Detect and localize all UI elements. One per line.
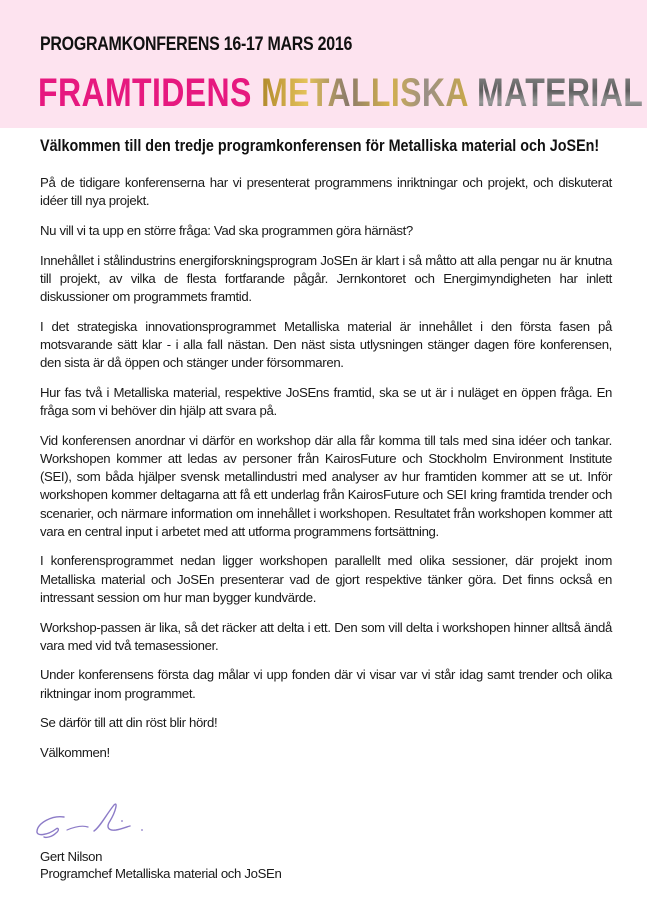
paragraph: Se därför till att din röst blir hörd! bbox=[40, 715, 218, 731]
header-band bbox=[0, 0, 647, 128]
signer-title: Programchef Metalliska material och JoSEn bbox=[40, 866, 282, 881]
signer-block bbox=[40, 848, 281, 882]
banner-word-metalliska: METALLISKA bbox=[261, 71, 468, 115]
signer-name: Gert Nilson bbox=[40, 849, 103, 864]
banner-word-material: MATERIAL bbox=[477, 71, 644, 115]
paragraph: Workshop-passen är lika, så det räcker att delta i ett. Den som vill delta i workshopen hinner alltså ändå vara med vid två temasessioner. bbox=[40, 619, 612, 653]
paragraph: Under konferensens första dag målar vi upp fonden där vi visar var vi står idag samt trender och olika riktningar inom programmet. bbox=[40, 667, 612, 701]
paragraph: Nu vill vi ta upp en större fråga: Vad ska programmen göra härnäst? bbox=[40, 222, 413, 238]
paragraph: I konferensprogrammet nedan ligger workshopen parallellt med olika sessioner, där projekt inom Metalliska material och JoSEn presenterar vad de gjort respektive tänker göra. Det finns också en intressant session om hur man bygger kundvärde. bbox=[40, 553, 612, 605]
paragraph: Vid konferensen anordnar vi därför en workshop där alla får komma till tals med sina idéer och tankar. Workshopen kommer att ledas av personer från KairosFuture och Stockholm Environment Institute (SEI), som båda hjälper svensk metallindustri med analyser av hur framtiden kommer att se ut. Inför workshopen kommer deltagarna att få ett underlag från KairosFuture och SEI kring framtida trender och scenarier, och närmare information om innehållet i workshopen. Resultatet från workshopen kommer att vara en central input i arbetet med att utforma programmens fortsättning. bbox=[40, 432, 612, 539]
letter-body bbox=[40, 137, 612, 774]
paragraph: Hur fas två i Metalliska material, respektive JoSEns framtid, ska se ut är i nuläget en öppen fråga. En fråga som vi behöver din hjälp att svara på. bbox=[40, 384, 612, 419]
closing-greeting: Välkommen! bbox=[40, 745, 110, 761]
welcome-heading: Välkommen till den tredje programkonferensen för Metalliska material och JoSEn! bbox=[40, 137, 600, 155]
paragraph: På de tidigare konferenserna har vi presenterat programmens inriktningar och projekt, och diskuterat idéer till nya projekt. bbox=[40, 175, 612, 209]
conference-banner bbox=[38, 73, 643, 113]
handwritten-signature bbox=[34, 797, 154, 843]
banner-word-framtidens: FRAMTIDENS bbox=[38, 71, 252, 115]
conference-date: PROGRAMKONFERENS 16-17 MARS 2016 bbox=[40, 34, 353, 55]
paragraph: Innehållet i stålindustrins energiforskningsprogram JoSEn är klart i så måtto att alla pengar nu är knutna till projekt, av vilka de flesta fortfarande pågår. Jernkontoret och Energimyndigheten har inlett diskussioner om programmets framtid. bbox=[40, 252, 612, 305]
paragraph: I det strategiska innovationsprogrammet Metalliska material är innehållet i den första fasen på motsvarande sätt klar - i alla fall nästan. Den näst sista utlysningen stänger dagen före konferensen, den sista är då öppen och stänger under försommaren. bbox=[40, 318, 612, 371]
